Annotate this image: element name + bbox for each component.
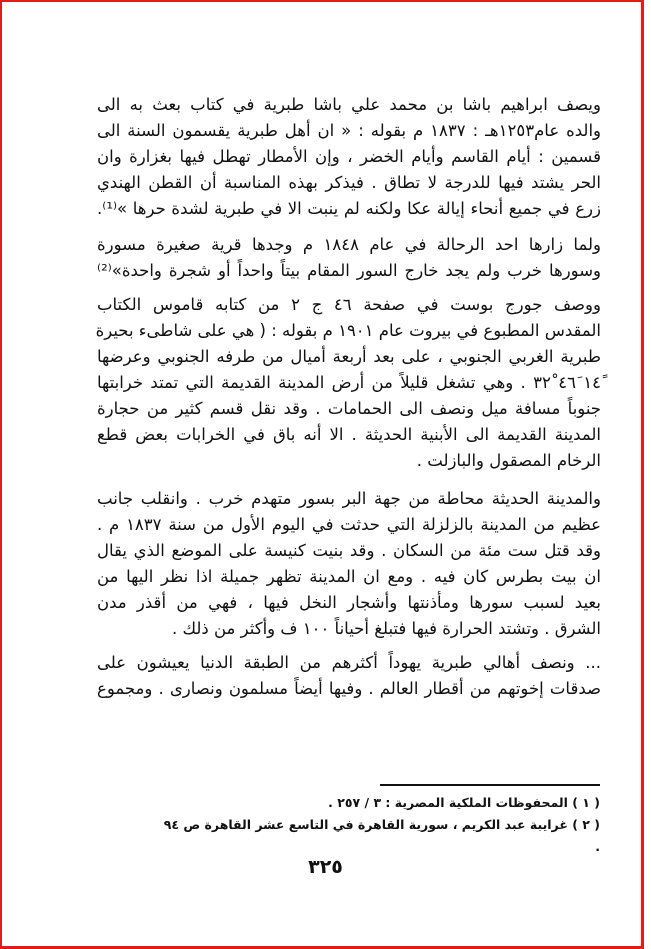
- text-line: ١٤ً ٤٦َ ٣٢ْ . وهي تشغل قليلاً من أرض المدينة القديمة التي تمتد خرابتها: [97, 373, 601, 392]
- text-line: الشرق . وتشتد الحرارة فيها فتبلغ أحياناً ١٠٠ ف وأكثر من ذلك .: [171, 619, 601, 638]
- paragraph: [97, 486, 601, 642]
- paragraph: [97, 650, 601, 702]
- paragraph: [97, 232, 601, 284]
- paragraph: [97, 292, 601, 474]
- text-line: طبرية الغربي الجنوبي ، على بعد أربعة أميال من طرفه الجنوبي وعرضها: [97, 347, 601, 366]
- footnote: ( ١ ) المحفوظات الملكية المصرية : ٣ / ٢٥٧ .: [328, 795, 600, 810]
- text-line: المقدس المطبوع في بيروت عام ١٩٠١ م بقوله : ( هي على شاطىء بحيرة: [95, 321, 601, 340]
- page-number: ٣٢٥: [308, 856, 343, 878]
- text-line: ويصف ابراهيم باشا بن محمد علي باشا طبرية في كتاب بعث به الى: [97, 95, 601, 114]
- text-line: قسمين : أيام القاسم وأيام الخضر ، وإن الأمطار تهطل فيها بغزارة وان: [97, 147, 601, 166]
- text-line: والده عام١٢٥٣هـ : ١٨٣٧ م بقوله : « ان أهل طبرية يقسمون السنة الى: [97, 121, 601, 140]
- text-line: زرع في جميع أنحاء إيالة عكا ولكنه لم ينبت الا في طبرية لشدة حرها »⁽¹⁾.: [97, 199, 601, 218]
- text-line: ووصف جورج بوست في صفحة ٤٦ ج ٢ من كتابه قاموس الكتاب: [97, 295, 601, 314]
- text-line: والمدينة الحديثة محاطة من جهة البر بسور متهدم خرب . وانقلب جانب: [97, 489, 601, 508]
- text-line: الرخام المصقول والبازلت .: [416, 451, 601, 470]
- text-line: جنوباً مسافة ميل ونصف الى الحمامات . وقد نقل قسم كثير من حجارة: [97, 399, 601, 418]
- text-line: المدينة القديمة الى الأبنية الحديثة . الا أنه باق في الخرابات بعض قطع: [97, 425, 601, 444]
- text-line: ... ونصف أهالي طبرية يهوداً أكثرهم من الطبقة الدنيا يعيشون على: [97, 653, 601, 672]
- text-line: وسورها خرب ولم يجد خارج السور المقام بيتاً واحداً أو شجرة واحدة»⁽²⁾: [97, 261, 601, 280]
- footnote-divider: [380, 784, 600, 786]
- text-line: الحر يشتد فيها للدرجة لا تطاق . فيذكر بهذه المناسبة أن القطن الهندي: [97, 173, 601, 192]
- text-line: عظيم من المدينة بالزلزلة التي حدثت في اليوم الأول من سنة ١٨٣٧ م .: [97, 515, 601, 534]
- text-line: ان بيت بطرس كان فيه . ومع ان المدينة تظهر جميلة اذا نظر اليها من: [97, 567, 601, 586]
- text-line: بعيد لسبب سورها ومأذنتها وأشجار النخل فيها ، فهي من أقذر مدن: [97, 593, 601, 612]
- footnote: ( ٢ ) غرايبة عبد الكريم ، سورية القاهرة في التاسع عشر القاهرة ص ٩٤ .: [163, 817, 600, 854]
- footnotes: [160, 792, 600, 854]
- page-body: [97, 92, 601, 712]
- paragraph: [97, 92, 601, 222]
- text-line: صدقات إخوتهم من أقطار العالم . وفيها أيضاً مسلمون ونصارى . ومجموع: [97, 679, 601, 698]
- text-line: ولما زارها احد الرحالة في عام ١٨٤٨ م وجدها قرية صغيرة مسورة: [97, 235, 601, 254]
- text-line: وقد قتل ست مئة من السكان . وقد بنيت كنيسة على الموضع الذي يقال: [97, 541, 601, 560]
